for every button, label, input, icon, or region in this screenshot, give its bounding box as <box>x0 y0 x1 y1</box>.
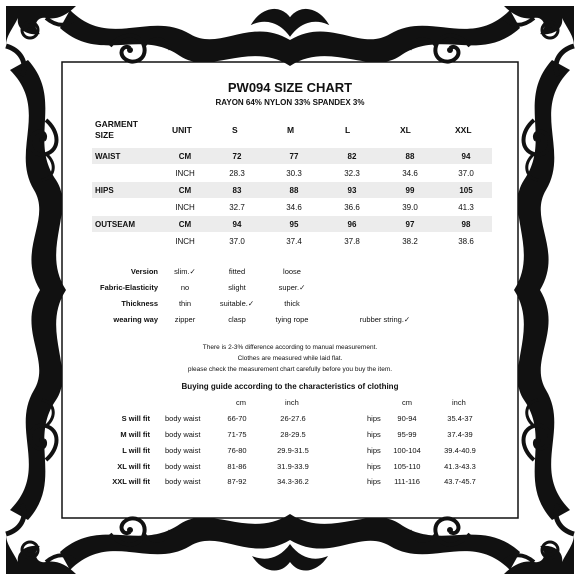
guide-in2: 35.4-37 <box>447 414 473 423</box>
guide-size: S will fit <box>121 414 150 423</box>
guide-part1: body waist <box>165 477 201 486</box>
table-cell: 32.3 <box>344 169 360 178</box>
guide-cm2: 95-99 <box>397 430 417 439</box>
attribute-option: thick <box>284 299 300 308</box>
guide-part2: hips <box>367 446 381 455</box>
attribute-option: tying rope <box>275 315 309 324</box>
guide-part1: body waist <box>165 462 201 471</box>
note-check-chart: please check the measurement chart carefully before you buy the item. <box>187 366 393 373</box>
guide-in1: 26-27.6 <box>280 414 306 423</box>
note-laid-flat: Clothes are measured while laid flat. <box>237 355 343 362</box>
guide-cm1: 81-86 <box>227 462 247 471</box>
row-unit: CM <box>178 152 192 161</box>
guide-cm2: 90-94 <box>397 414 417 423</box>
header-size-xl: XL <box>400 125 411 135</box>
table-cell: 34.6 <box>286 203 302 212</box>
table-cell: 30.3 <box>286 169 302 178</box>
header-garment-size: GARMENT SIZE <box>95 119 138 140</box>
guide-in2: 41.3-43.3 <box>444 462 476 471</box>
table-cell: 105 <box>459 186 473 195</box>
guide-size: M will fit <box>120 430 150 439</box>
guide-unit-inch-1: inch <box>285 398 299 407</box>
table-cell: 36.6 <box>344 203 360 212</box>
guide-cm1: 71-75 <box>227 430 247 439</box>
table-cell: 77 <box>289 152 299 161</box>
attribute-option: super.✓ <box>278 283 306 292</box>
attribute-option: slim.✓ <box>174 267 196 276</box>
guide-cm1: 87-92 <box>227 477 247 486</box>
header-size-xxl: XXL <box>455 125 472 135</box>
guide-cm2: 105-110 <box>393 462 421 471</box>
attribute-option: no <box>180 283 190 292</box>
table-cell: 34.6 <box>402 169 418 178</box>
guide-unit-cm-1: cm <box>236 398 246 407</box>
guide-in1: 34.3-36.2 <box>277 477 309 486</box>
chart-title: PW094 SIZE CHART <box>227 80 353 95</box>
guide-in1: 29.9-31.5 <box>277 446 309 455</box>
fabric-composition: RAYON 64% NYLON 33% SPANDEX 3% <box>215 98 365 107</box>
guide-unit-cm-2: cm <box>402 398 412 407</box>
guide-in2: 39.4-40.9 <box>444 446 476 455</box>
table-cell: 41.3 <box>458 203 474 212</box>
table-cell: 83 <box>232 186 242 195</box>
table-cell: 28.3 <box>229 169 245 178</box>
row-unit: INCH <box>175 203 195 212</box>
guide-cm2: 100-104 <box>393 446 421 455</box>
guide-cm2: 111-116 <box>394 477 420 486</box>
attribute-option: loose <box>283 267 301 276</box>
row-unit: INCH <box>175 169 195 178</box>
guide-cm1: 76-80 <box>227 446 247 455</box>
table-cell: 82 <box>347 152 357 161</box>
table-cell: 32.7 <box>229 203 245 212</box>
attribute-option: suitable.✓ <box>219 299 255 308</box>
table-cell: 96 <box>347 220 357 229</box>
guide-cm1: 66-70 <box>227 414 247 423</box>
attribute-label: Thickness <box>121 299 158 308</box>
header-unit: UNIT <box>172 125 192 135</box>
table-cell: 37.4 <box>286 237 302 246</box>
row-label: WAIST <box>95 152 121 161</box>
row-unit: CM <box>178 220 192 229</box>
header-size-l: L <box>345 125 351 135</box>
table-cell: 97 <box>405 220 415 229</box>
guide-in1: 31.9-33.9 <box>277 462 309 471</box>
row-label: OUTSEAM <box>95 220 135 229</box>
header-size-m: M <box>287 125 295 135</box>
guide-size: XL will fit <box>117 462 150 471</box>
guide-part1: body waist <box>165 446 201 455</box>
guide-part2: hips <box>367 414 381 423</box>
guide-part2: hips <box>367 462 381 471</box>
guide-in2: 43.7-45.7 <box>444 477 476 486</box>
guide-part1: body waist <box>165 414 201 423</box>
table-cell: 94 <box>461 152 471 161</box>
row-label: HIPS <box>95 186 114 195</box>
attribute-option: thin <box>178 299 192 308</box>
note-difference: There is 2-3% difference according to manual measurement. <box>202 344 378 351</box>
guide-in2: 37.4-39 <box>447 430 473 439</box>
buying-guide-title: Buying guide according to the characteristics of clothing <box>181 382 399 391</box>
table-cell: 38.2 <box>402 237 418 246</box>
table-cell: 88 <box>289 186 299 195</box>
attribute-option: rubber string.✓ <box>359 315 411 324</box>
guide-unit-inch-2: inch <box>452 398 466 407</box>
attribute-label: Version <box>130 267 158 276</box>
attribute-label: wearing way <box>113 315 158 324</box>
attribute-option: zipper <box>174 315 196 324</box>
guide-part1: body waist <box>165 430 201 439</box>
row-unit: INCH <box>175 237 195 246</box>
attribute-option: slight <box>228 283 246 292</box>
header-size-s: S <box>232 125 238 135</box>
table-cell: 72 <box>232 152 242 161</box>
table-cell: 37.0 <box>229 237 245 246</box>
guide-in1: 28-29.5 <box>280 430 306 439</box>
guide-size: L will fit <box>122 446 150 455</box>
attribute-option: fitted <box>228 267 246 276</box>
attribute-option: clasp <box>228 315 246 324</box>
guide-part2: hips <box>367 477 381 486</box>
row-unit: CM <box>178 186 192 195</box>
table-cell: 98 <box>461 220 471 229</box>
table-cell: 37.8 <box>344 237 360 246</box>
table-cell: 99 <box>405 186 415 195</box>
guide-part2: hips <box>367 430 381 439</box>
table-cell: 37.0 <box>458 169 474 178</box>
attribute-label: Fabric-Elasticity <box>100 283 158 292</box>
table-cell: 39.0 <box>402 203 418 212</box>
table-cell: 38.6 <box>458 237 474 246</box>
table-cell: 93 <box>347 186 357 195</box>
table-cell: 95 <box>289 220 299 229</box>
table-cell: 94 <box>232 220 242 229</box>
table-cell: 88 <box>405 152 415 161</box>
guide-size: XXL will fit <box>112 477 150 486</box>
